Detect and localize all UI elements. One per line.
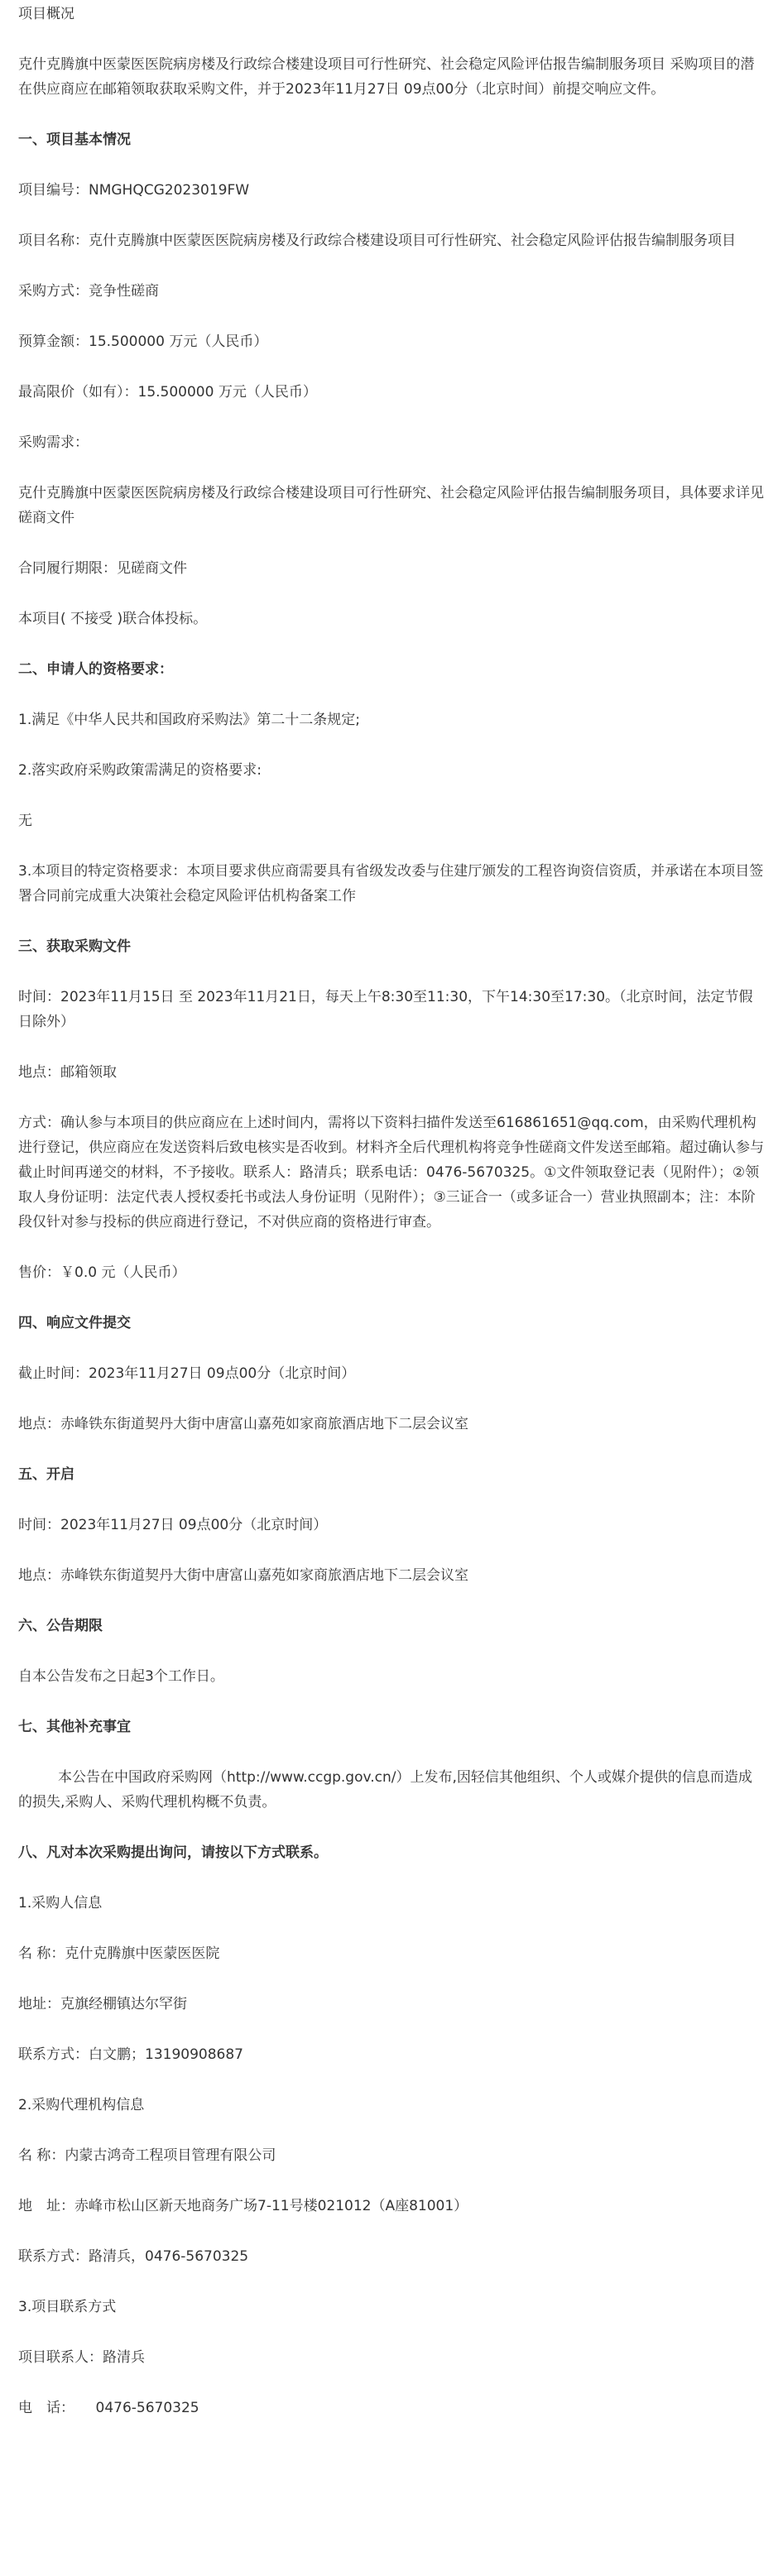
purchaser-heading: 1.采购人信息	[18, 1895, 103, 1912]
project-contact-phone: 电 话： 0476-5670325	[18, 2400, 199, 2416]
agency-address: 地 址：赤峰市松山区新天地商务广场7-11号楼021012（A座81001）	[18, 2198, 468, 2214]
requirement-2-value: 无	[18, 813, 32, 829]
requirement-1: 1.满足《中华人民共和国政府采购法》第二十二条规定;	[18, 712, 360, 728]
agency-heading: 2.采购代理机构信息	[18, 2097, 145, 2113]
project-contact-person: 项目联系人：路清兵	[18, 2349, 145, 2366]
section-5-title: 五、开启	[18, 1466, 74, 1483]
requirement-2: 2.落实政府采购政策需满足的资格要求:	[18, 762, 262, 779]
document-time: 时间：2023年11月15日 至 2023年11月21日，每天上午8:30至11:30，下午14:30至17:30。（北京时间，法定节假日除外）	[18, 989, 753, 1030]
notice-period: 自本公告发布之日起3个工作日。	[18, 1668, 224, 1685]
section-6-title: 六、公告期限	[18, 1618, 103, 1634]
agency-name: 名 称：内蒙古鸿奇工程项目管理有限公司	[18, 2147, 276, 2164]
purchaser-name: 名 称：克什克腾旗中医蒙医医院	[18, 1945, 220, 1962]
procurement-method: 采购方式：竞争性磋商	[18, 283, 159, 300]
project-contact-heading: 3.项目联系方式	[18, 2299, 117, 2315]
demand-label: 采购需求：	[18, 434, 89, 451]
demand-text: 克什克腾旗中医蒙医医院病房楼及行政综合楼建设项目可行性研究、社会稳定风险评估报告编制服务项目，具体要求详见磋商文件	[18, 485, 764, 526]
budget-amount: 预算金额：15.500000 万元（人民币）	[18, 333, 268, 350]
document-price: 售价：￥0.0 元（人民币）	[18, 1264, 186, 1281]
submission-deadline: 截止时间：2023年11月27日 09点00分（北京时间）	[18, 1365, 356, 1382]
section-3-title: 三、获取采购文件	[18, 938, 131, 955]
agency-contact: 联系方式：路清兵，0476-5670325	[18, 2248, 249, 2265]
project-name: 项目名称：克什克腾旗中医蒙医医院病房楼及行政综合楼建设项目可行性研究、社会稳定风险评估报告编制服务项目	[18, 233, 736, 249]
opening-time: 时间：2023年11月27日 09点00分（北京时间）	[18, 1517, 328, 1533]
purchaser-contact: 联系方式：白文鹏；13190908687	[18, 2046, 243, 2063]
requirement-3: 3.本项目的特定资格要求：本项目要求供应商需要具有省级发改委与住建厅颁发的工程咨询资信资质，并承诺在本项目签署合同前完成重大决策社会稳定风险评估机构备案工作	[18, 863, 764, 904]
contract-period: 合同履行期限：见磋商文件	[18, 560, 187, 577]
document-method: 方式：确认参与本项目的供应商应在上述时间内，需将以下资料扫描件发送至616861651@qq.com，由采购代理机构进行登记，供应商应在发送资料后致电核实是否收到。材料齐全后代理机构将竞争性磋商文件发送至邮箱。超过确认参与截止时间再递交的材料，不予接收。联系人：路清兵；联系电话：0476-5670325。①文件领取登记表（见附件）；②领取人身份证明：法定代表人授权委托书或法人身份证明（见附件）；③三证合一（或多证合一）营业执照副本；注：本阶段仅针对参与投标的供应商进行登记，不对供应商的资格进行审查。	[18, 1115, 764, 1230]
max-price: 最高限价（如有）：15.500000 万元（人民币）	[18, 384, 317, 401]
section-8-title: 八、凡对本次采购提出询问，请按以下方式联系。	[18, 1844, 328, 1861]
submission-place: 地点：赤峰铁东街道契丹大街中唐富山嘉苑如家商旅酒店地下二层会议室	[18, 1416, 468, 1432]
supplementary-text: 本公告在中国政府采购网（http://www.ccgp.gov.cn/）上发布,因轻信其他组织、个人或媒介提供的信息而造成的损失,采购人、采购代理机构概不负责。	[18, 1769, 752, 1811]
opening-place: 地点：赤峰铁东街道契丹大街中唐富山嘉苑如家商旅酒店地下二层会议室	[18, 1567, 468, 1584]
section-2-title: 二、申请人的资格要求：	[18, 661, 173, 678]
overview-heading: 项目概况	[18, 6, 74, 22]
overview-text: 克什克腾旗中医蒙医医院病房楼及行政综合楼建设项目可行性研究、社会稳定风险评估报告编制服务项目 采购项目的潜在供应商应在邮箱领取获取采购文件，并于2023年11月27日 09点00分（北京时间）前提交响应文件。	[18, 56, 755, 98]
section-7-title: 七、其他补充事宜	[18, 1719, 131, 1735]
purchaser-address: 地址：克旗经棚镇达尔罕街	[18, 1996, 187, 2012]
section-1-title: 一、项目基本情况	[18, 132, 131, 148]
consortium-note: 本项目( 不接受 )联合体投标。	[18, 611, 208, 627]
section-4-title: 四、响应文件提交	[18, 1315, 131, 1331]
document-place: 地点：邮箱领取	[18, 1064, 117, 1081]
project-number: 项目编号：NMGHQCG2023019FW	[18, 182, 250, 199]
